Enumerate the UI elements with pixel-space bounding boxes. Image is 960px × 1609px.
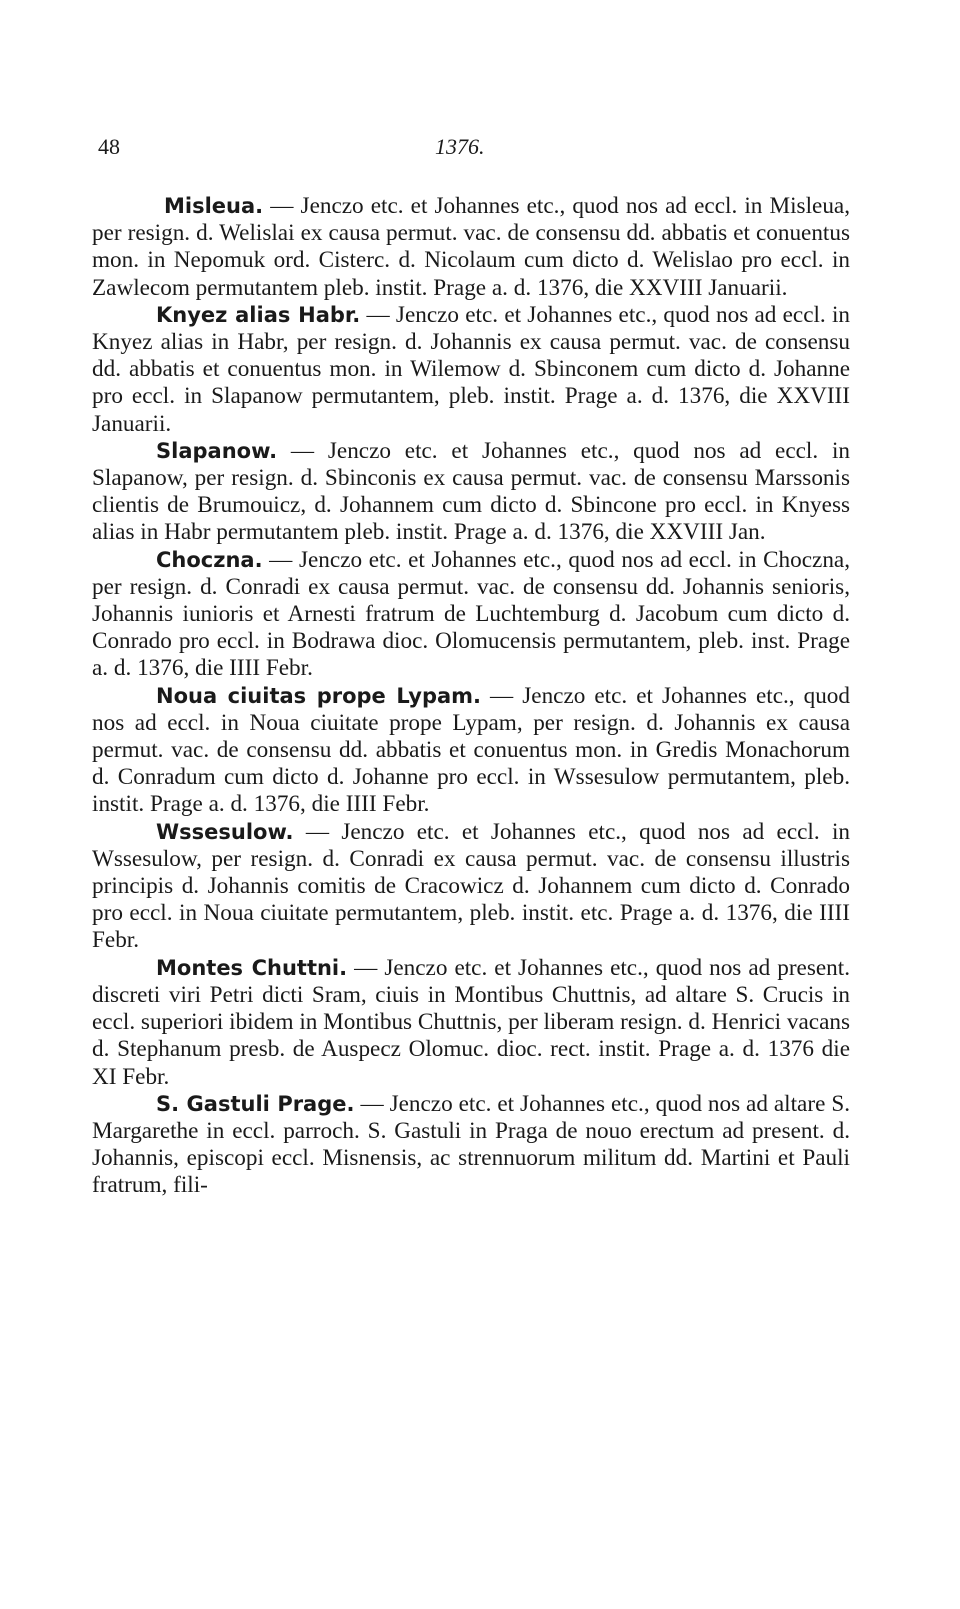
place-heading: Noua ciuitas prope Lypam. [156,683,482,708]
entry-slapanow [92,438,850,547]
entry-text: — Jenczo etc. et Johannes etc., quod nos ad eccl. in Misleua, per resign. d. Welislai ex causa permut. vac. de consensu dd. abbatis et conuentus mon. in Nepomuk ord. Cisterc. d. Nicolaum cum dicto d. Welislao pro eccl. in Zawlecom permutantem pleb. instit. Prage a. d. 1376, die XXVIII Januarii. [92,193,850,301]
entry-text: — Jenczo etc. et Johannes etc., quod nos ad eccl. in Knyez alias in Habr, per resign. d. Johannis ex causa permut. vac. de consensu dd. abbatis et conuentus mon. in Wilemow d. Sbinconem cum dicto d. Johanne pro eccl. in Slapanow permutantem, pleb. instit. Prage a. d. 1376, die XXVIII Januarii. [92,301,850,437]
place-heading: Misleua. [164,194,264,218]
entry-text: — Jenczo etc. et Johannes etc., quod nos ad eccl. in Choczna, per resign. d. Conradi ex causa permut. vac. de consensu dd. Johannis senioris, Johannis iunioris et Arnesti fratrum de Luchtemburg d. Jacobum cum dicto d. Conrado pro eccl. in Bodrawa dioc. Olomucensis permutantem, pleb. inst. Prage a. d. 1376, die IIII Febr. [92,546,850,682]
page-header [98,134,858,164]
entry-choczna [92,547,850,683]
page-number: 48 [98,134,120,159]
entry-text: — Jenczo etc. et Johannes etc., quod nos ad eccl. in Noua ciuitate prope Lypam, per resign. d. Johannis ex causa permut. vac. de consensu dd. abbatis et conuentus mon. in Gredis Monachorum d. Conradum cum dicto d. Johanne pro eccl. in Wssesulow permutantem, pleb. instit. Prage a. d. 1376, die IIII Febr. [92,682,850,818]
entry-text: — Jenczo etc. et Johannes etc., quod nos ad eccl. in Slapanow, per resign. d. Sbinconis ex causa permut. vac. de consensu Marssonis clientis de Brumouicz, d. Johannem cum dicto d. Sbincone pro eccl. in Knyess alias in Habr permutantem pleb. instit. Prage a. d. 1376, die XXVIII Jan. [92,437,850,546]
place-heading: Knyez alias Habr. [156,302,361,327]
place-heading: Slapanow. [156,438,278,463]
entry-misleua [92,193,850,302]
place-heading: Montes Chuttni. [156,955,348,980]
place-heading: Wssesulow. [156,819,294,844]
entry-text: — Jenczo etc. et Johannes etc., quod nos ad eccl. in Wssesulow, per resign. d. Conradi ex causa permut. vac. de consensu illustris principis d. Johannis comitis de Cracowicz d. Johannem cum dicto d. Conrado pro eccl. in Noua ciuitate permutantem, pleb. instit. etc. Prage a. d. 1376, die IIII Febr. [92,818,850,954]
entry-knyez-alias-habr [92,302,850,438]
entry-s-gastuli-prage [92,1091,850,1200]
place-heading: S. Gastuli Prage. [156,1091,355,1116]
place-heading: Choczna. [156,547,263,572]
document-body [92,193,850,1200]
entry-montes-chuttni [92,955,850,1091]
entry-text: — Jenczo etc. et Johannes etc., quod nos ad present. discreti viri Petri dicti Sram, ciuis in Montibus Chuttnis, ad altare S. Crucis in eccl. superiori ibidem in Montibus Chuttnis, per liberam resign. d. Henrici vacans d. Stephanum presb. de Auspecz Olomuc. dioc. rect. instit. Prage a. d. 1376 die XI Febr. [92,954,850,1090]
entry-text: — Jenczo etc. et Johannes etc., quod nos ad altare S. Margarethe in eccl. parroch. S. Gastuli in Praga de nouo erectum ad present. d. Johannis, episcopi eccl. Misnensis, ac strennuorum militum dd. Martini et Pauli fratrum, fili- [92,1090,851,1199]
entry-noua-ciuitas [92,683,850,819]
entry-wssesulow [92,819,850,955]
running-head-year: 1376. [435,134,485,159]
